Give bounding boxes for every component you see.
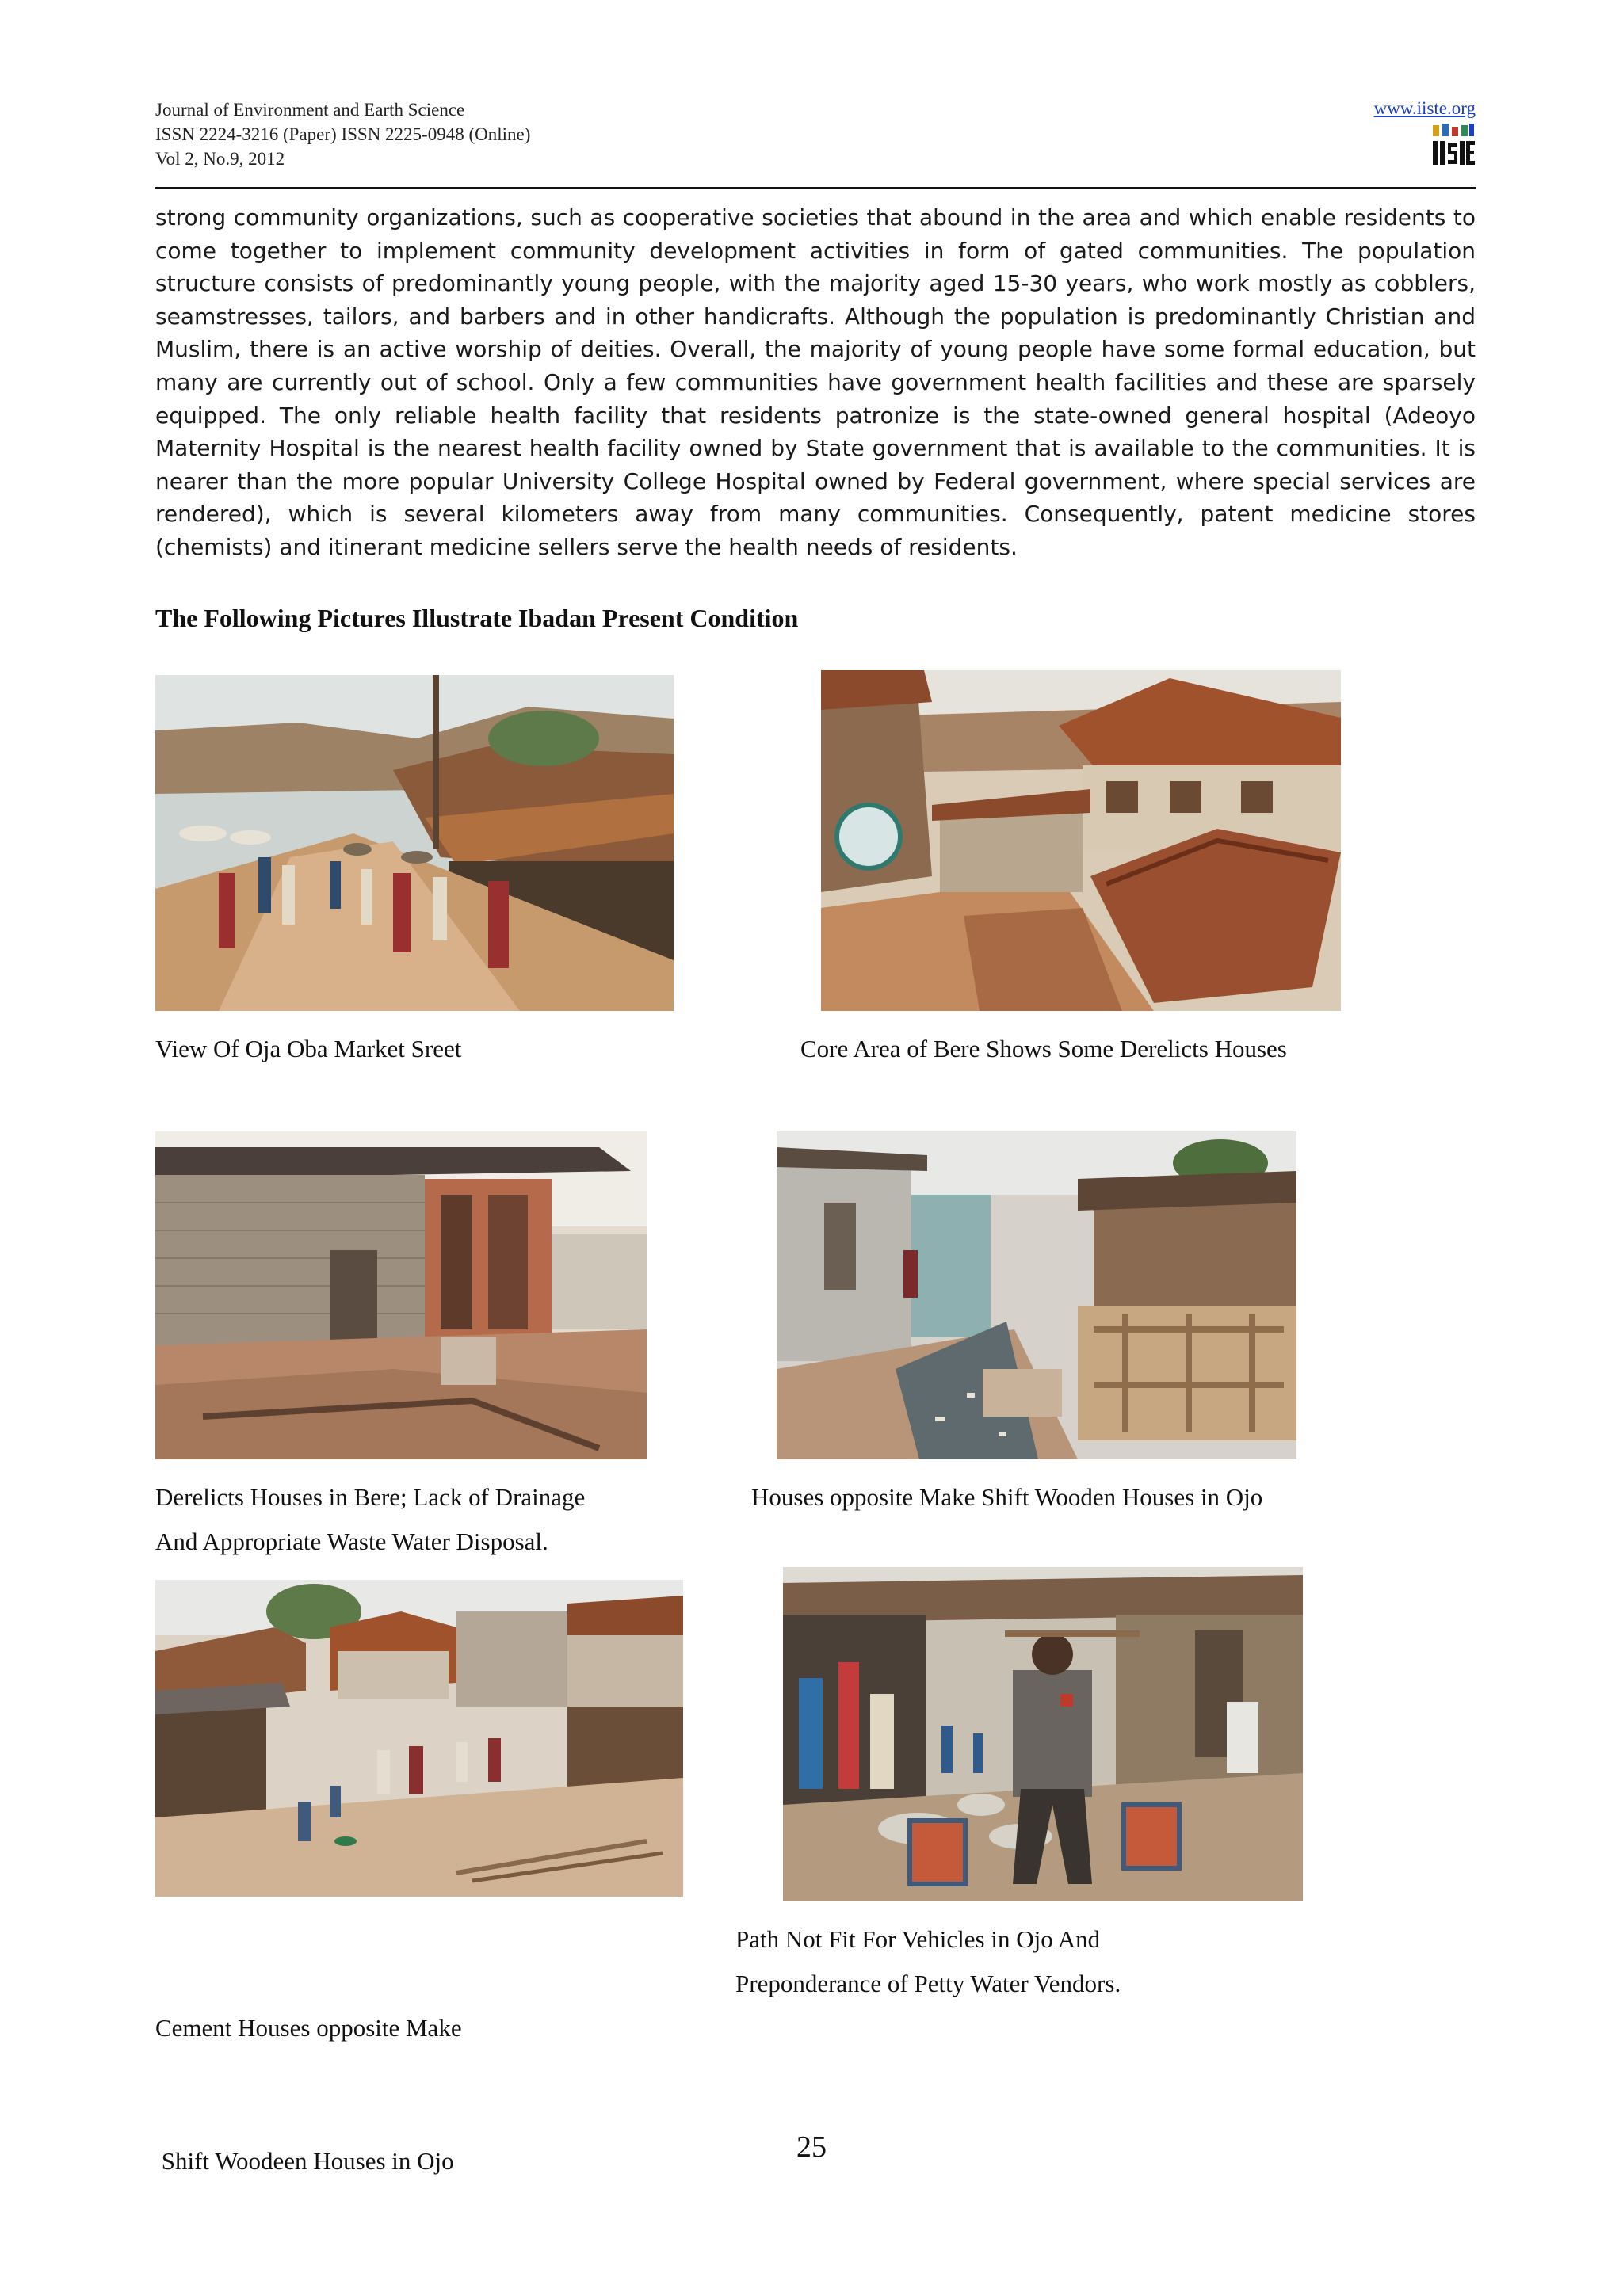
journal-title: Journal of Environment and Earth Science (155, 100, 465, 120)
caption-3 (155, 1475, 585, 1564)
photo-ojo-wooden-houses (777, 1131, 1296, 1459)
caption-1-line-1: View Of Oja Oba Market Sreet (155, 1035, 462, 1062)
section-title: The Following Pictures Illustrate Ibadan Present Condition (155, 604, 799, 632)
header-rule (155, 187, 1476, 189)
caption-2 (800, 1027, 1287, 1071)
caption-6-line-1: Path Not Fit For Vehicles in Ojo And (735, 1925, 1101, 1953)
caption-6-line-2: Preponderance of Petty Water Vendors. (735, 1970, 1121, 1997)
photo-bere-derelict-houses (155, 1131, 647, 1459)
caption-6 (735, 1917, 1121, 2006)
caption-1 (155, 1027, 461, 1071)
caption-5-line-1: Cement Houses opposite Make (155, 2014, 462, 2042)
photo-ojo-water-vendors (783, 1567, 1303, 1901)
caption-3-line-1: Derelicts Houses in Bere; Lack of Drainage (155, 1483, 586, 1511)
body-paragraph: strong community organizations, such as cooperative societies that abound in the area and which enable residents to come together to implement community development activities in form of gated communities. The population structure consists of predominantly young people, with the majority aged 15-30 years, who work mostly as cobblers, seamstresses, tailors, and barbers and in other handicrafts. Although the population is predominantly Christian and Muslim, there is an active worship of deities. Overall, the majority of young people have some formal education, but many are currently out of school. Only a few communities have government health facilities and these are sparsely equipped. The only reliable health facility that residents patronize is the state-owned general hospital (Adeoyo Maternity Hospital is the nearest health facility owned by State government that is available to the communities. It is nearer than the more popular University College Hospital owned by Federal government, where special services are rendered), which is several kilometers away from many communities. Consequently, patent medicine stores (chemists) and itinerant medicine sellers serve the health needs of residents. (155, 204, 1476, 560)
photo-ojo-cement-houses (155, 1580, 683, 1897)
caption-2-line-1: Core Area of Bere Shows Some Derelicts Houses (800, 1035, 1287, 1062)
volume-line: Vol 2, No.9, 2012 (155, 149, 285, 169)
page-number: 25 (796, 2130, 827, 2164)
photo-bere-core-area (821, 670, 1341, 1011)
caption-4-line-1: Houses opposite Make Shift Wooden Houses in Ojo (751, 1483, 1263, 1511)
issn-line: ISSN 2224-3216 (Paper) ISSN 2225-0948 (Online) (155, 124, 531, 144)
caption-5-line-2: Shift Woodeen Houses in Ojo (155, 2147, 454, 2175)
iiste-logo (1431, 122, 1476, 166)
caption-5 (155, 1917, 462, 2228)
photo-oja-oba-market (155, 675, 674, 1011)
caption-3-line-2: And Appropriate Waste Water Disposal. (155, 1527, 548, 1555)
caption-4 (751, 1475, 1262, 1520)
iiste-logo-icon (1431, 122, 1476, 166)
website-link[interactable]: www.iiste.org (1373, 98, 1476, 118)
